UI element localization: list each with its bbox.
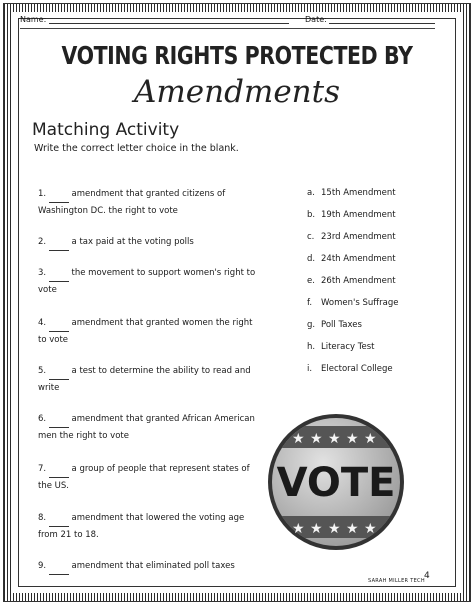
question-number: 5. xyxy=(38,366,47,376)
answer-choice xyxy=(307,298,398,308)
vote-badge-icon xyxy=(266,412,406,552)
answer-choice xyxy=(307,364,393,374)
question-text: amendment that granted citizens of Washington DC. the right to vote xyxy=(38,189,226,216)
question-text: a test to determine the ability to read and write xyxy=(38,366,251,393)
badge-text: VOTE xyxy=(276,460,396,506)
svg-text:★: ★ xyxy=(346,521,359,537)
activity-title: Matching Activity xyxy=(32,120,180,140)
question-number: 8. xyxy=(38,513,47,523)
choice-letter: b. xyxy=(307,210,316,220)
question-text: a group of people that represent states of the US. xyxy=(38,464,250,491)
question-item xyxy=(38,558,258,575)
choice-letter: c. xyxy=(307,232,315,242)
svg-text:★: ★ xyxy=(364,521,377,537)
choice-text: Poll Taxes xyxy=(321,320,362,330)
svg-text:★: ★ xyxy=(364,431,377,447)
svg-text:★: ★ xyxy=(310,431,323,447)
choice-letter: e. xyxy=(307,276,315,286)
question-text: the movement to support women's right to vote xyxy=(38,268,256,295)
answer-choice xyxy=(307,210,396,220)
svg-text:★: ★ xyxy=(310,521,323,537)
answer-blank[interactable] xyxy=(49,323,69,332)
answer-blank[interactable] xyxy=(49,469,69,478)
choice-text: Literacy Test xyxy=(321,342,375,352)
answer-blank[interactable] xyxy=(49,242,69,251)
answer-blank[interactable] xyxy=(49,566,69,575)
question-number: 2. xyxy=(38,237,47,247)
header-divider xyxy=(20,28,435,29)
choice-text: Women's Suffrage xyxy=(321,298,399,308)
answer-blank[interactable] xyxy=(49,518,69,527)
choice-letter: g. xyxy=(307,320,316,330)
choice-text: 23rd Amendment xyxy=(321,232,396,242)
page-title-script: Amendments xyxy=(133,74,340,110)
question-number: 6. xyxy=(38,414,47,424)
choice-letter: a. xyxy=(307,188,315,198)
question-item xyxy=(38,234,258,251)
question-number: 4. xyxy=(38,318,47,328)
answer-choice xyxy=(307,254,396,264)
date-label: Date: xyxy=(305,15,327,24)
svg-text:★: ★ xyxy=(328,431,341,447)
answer-blank[interactable] xyxy=(49,371,69,380)
question-number: 3. xyxy=(38,268,47,278)
question-item xyxy=(38,186,258,220)
choice-text: 19th Amendment xyxy=(321,210,396,220)
credit-text: SARAH MILLER TECH xyxy=(368,578,425,584)
page-number: 4 xyxy=(424,571,430,581)
answer-choice xyxy=(307,232,396,242)
question-text: amendment that granted African American men the right to vote xyxy=(38,414,255,441)
question-text: a tax paid at the voting polls xyxy=(71,237,194,247)
answer-blank[interactable] xyxy=(49,273,69,282)
answer-choice xyxy=(307,342,375,352)
answer-blank[interactable] xyxy=(49,419,69,428)
question-item xyxy=(38,363,258,397)
choice-letter: i. xyxy=(307,364,313,374)
svg-text:★: ★ xyxy=(328,521,341,537)
question-text: amendment that lowered the voting age from 21 to 18. xyxy=(38,513,245,540)
choice-text: 26th Amendment xyxy=(321,276,396,286)
question-item xyxy=(38,315,258,349)
svg-text:★: ★ xyxy=(292,431,305,447)
choice-text: 15th Amendment xyxy=(321,188,396,198)
question-item xyxy=(38,411,258,445)
question-item xyxy=(38,510,258,544)
instruction-text: Write the correct letter choice in the blank. xyxy=(34,143,239,154)
answer-choice xyxy=(307,320,362,330)
question-number: 9. xyxy=(38,561,47,571)
name-label: Name: xyxy=(20,15,47,24)
choice-letter: d. xyxy=(307,254,316,264)
question-text: amendment that granted women the right to vote xyxy=(38,318,253,345)
choice-text: Electoral College xyxy=(321,364,393,374)
answer-choice xyxy=(307,188,396,198)
choice-text: 24th Amendment xyxy=(321,254,396,264)
question-text: amendment that eliminated poll taxes xyxy=(71,561,235,571)
svg-text:★: ★ xyxy=(292,521,305,537)
date-blank[interactable] xyxy=(329,15,435,24)
svg-text:★: ★ xyxy=(346,431,359,447)
name-blank[interactable] xyxy=(49,15,289,24)
page-title: VOTING RIGHTS PROTECTED BY xyxy=(61,41,413,70)
choice-letter: f. xyxy=(307,298,313,308)
name-field xyxy=(20,15,289,24)
date-field xyxy=(305,15,435,24)
question-item xyxy=(38,461,258,495)
question-item xyxy=(38,265,258,299)
answer-choice xyxy=(307,276,396,286)
question-number: 1. xyxy=(38,189,47,199)
answer-blank[interactable] xyxy=(49,194,69,203)
choice-letter: h. xyxy=(307,342,316,352)
question-number: 7. xyxy=(38,464,47,474)
